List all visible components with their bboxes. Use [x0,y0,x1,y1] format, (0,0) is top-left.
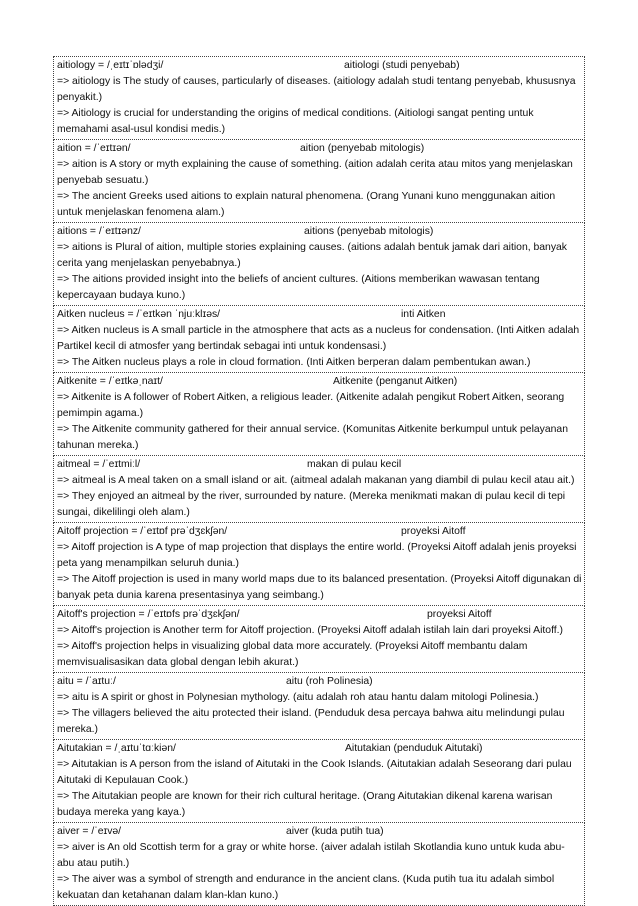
entry-header [57,307,582,323]
headword-pronunciation: Aitutakian = /ˌaɪtuˈtɑːkiən/ [57,743,176,754]
example-line: => The Aitutakian people are known for their rich cultural heritage. (Orang Aitutakian dikenal karena warisan budaya mereka yang kaya.) [57,791,553,818]
translation: Aitutakian (penduduk Aitutaki) [345,743,483,754]
example-line: => The Aitoff projection is used in many world maps due to its balanced presentation. (Proyeksi Aitoff digunakan di banyak peta dunia karena presentasinya yang seimbang.) [57,574,582,601]
dictionary-entry [53,673,585,740]
dictionary-entry [53,823,585,906]
entry-header [57,607,582,623]
example-line: => The aiver was a symbol of strength and endurance in the ancient clans. (Kuda putih tua itu adalah simbol kekuatan dan ketahanan dalam klan-klan kuno.) [57,874,555,901]
dictionary-entry [53,140,585,223]
translation: aiver (kuda putih tua) [286,826,384,837]
dictionary-entry [53,373,585,456]
headword-pronunciation: aiver = /ˈeɪvə/ [57,826,122,837]
definition-line: => Aitkenite is A follower of Robert Aitken, a religious leader. (Aitkenite adalah pengikut Robert Aitken, seorang pemimpin agama.) [57,392,565,419]
headword-pronunciation: aitiology = /ˌeɪtɪˈɒlədʒi/ [57,60,164,71]
example-line: => The Aitken nucleus plays a role in cloud formation. (Inti Aitken berperan dalam pembentukan awan.) [57,357,531,368]
translation: aition (penyebab mitologis) [300,143,425,154]
translation: aitu (roh Polinesia) [286,676,373,687]
translation: aitions (penyebab mitologis) [304,226,434,237]
definition-line: => aitu is A spirit or ghost in Polynesian mythology. (aitu adalah roh atau hantu dalam mitologi Polinesia.) [57,692,539,703]
example-line: => The Aitkenite community gathered for their annual service. (Komunitas Aitkenite berkumpul untuk pelayanan tahunan mereka.) [57,424,568,451]
headword-pronunciation: Aitoff's projection = /ˈeɪtɒfs prəˈdʒɛkʃən/ [57,609,240,620]
entry-header [57,674,582,690]
definition-line: => aition is A story or myth explaining the cause of something. (aition adalah cerita atau mitos yang menjelaskan penyebab sesuatu.) [57,159,573,186]
entry-header [57,524,582,540]
entry-header [57,58,582,74]
example-line: => The ancient Greeks used aitions to explain natural phenomena. (Orang Yunani kuno menggunakan aition untuk menjelaskan fenomena alam.) [57,191,556,218]
definition-line: => aitions is Plural of aition, multiple stories explaining causes. (aitions adalah bentuk jamak dari aition, banyak cerita yang menjelaskan penyebabnya.) [57,242,568,269]
entry-header [57,741,582,757]
headword-pronunciation: Aitken nucleus = /ˈeɪtkən ˈnjuːklɪəs/ [57,309,221,320]
headword-pronunciation: aitmeal = /ˈeɪtmiːl/ [57,459,141,470]
dictionary-entry [53,456,585,523]
definition-line: => aiver is An old Scottish term for a gray or white horse. (aiver adalah istilah Skotlandia kuno untuk kuda abu-abu atau putih.) [57,842,565,869]
entry-header [57,224,582,240]
entry-header [57,824,582,840]
headword-pronunciation: aitions = /ˈeɪtɪənz/ [57,226,141,237]
headword-pronunciation: Aitoff projection = /ˈeɪtɒf prəˈdʒɛkʃən/ [57,526,228,537]
dictionary-entry [53,523,585,606]
translation: proyeksi Aitoff [401,526,466,537]
definition-line: => Aitoff projection is A type of map projection that displays the entire world. (Proyeksi Aitoff adalah jenis proyeksi peta yang menampilkan seluruh dunia.) [57,542,577,569]
headword-pronunciation: aitu = /ˈaɪtuː/ [57,676,116,687]
dictionary-entry [53,606,585,673]
entry-header [57,457,582,473]
definition-line: => Aitoff's projection is Another term for Aitoff projection. (Proyeksi Aitoff adalah istilah lain dari proyeksi Aitoff.) [57,625,564,636]
dictionary-page [53,56,585,906]
translation: proyeksi Aitoff [427,609,492,620]
translation: aitiologi (studi penyebab) [344,60,460,71]
example-line: => They enjoyed an aitmeal by the river, surrounded by nature. (Mereka menikmati makan di pulau kecil di tepi sungai, dikelilingi oleh alam.) [57,491,566,518]
definition-line: => aitmeal is A meal taken on a small island or ait. (aitmeal adalah makanan yang diambil di pulau kecil atau ait.) [57,475,575,486]
example-line: => Aitoff's projection helps in visualizing global data more accurately. (Proyeksi Aitoff membantu dalam memvisualisasikan data global dengan lebih akurat.) [57,641,528,668]
entry-header [57,374,582,390]
dictionary-entry [53,223,585,306]
definition-line: => aitiology is The study of causes, particularly of diseases. (aitiology adalah studi tentang penyebab, khususnya penyakit.) [57,76,576,103]
translation: Aitkenite (penganut Aitken) [333,376,458,387]
dictionary-entry [53,56,585,140]
definition-line: => Aitutakian is A person from the island of Aitutaki in the Cook Islands. (Aitutakian adalah Seseorang dari pulau Aitutaki di Kepulauan Cook.) [57,759,572,786]
dictionary-entry [53,740,585,823]
example-line: => Aitiology is crucial for understanding the origins of medical conditions. (Aitiologi sangat penting untuk memahami asal-usul kondisi medis.) [57,108,534,135]
example-line: => The villagers believed the aitu protected their island. (Penduduk desa percaya bahwa aitu melindungi pulau mereka.) [57,708,565,735]
dictionary-entry [53,306,585,373]
headword-pronunciation: aition = /ˈeɪtɪən/ [57,143,131,154]
translation: inti Aitken [401,309,446,320]
entry-header [57,141,582,157]
headword-pronunciation: Aitkenite = /ˈeɪtkəˌnaɪt/ [57,376,163,387]
definition-line: => Aitken nucleus is A small particle in the atmosphere that acts as a nucleus for condensation. (Inti Aitken adalah Partikel kecil di atmosfer yang bertindak sebagai inti untuk kondensasi.) [57,325,580,352]
example-line: => The aitions provided insight into the beliefs of ancient cultures. (Aitions memberikan wawasan tentang kepercayaan budaya kuno.) [57,274,540,301]
translation: makan di pulau kecil [307,459,402,470]
